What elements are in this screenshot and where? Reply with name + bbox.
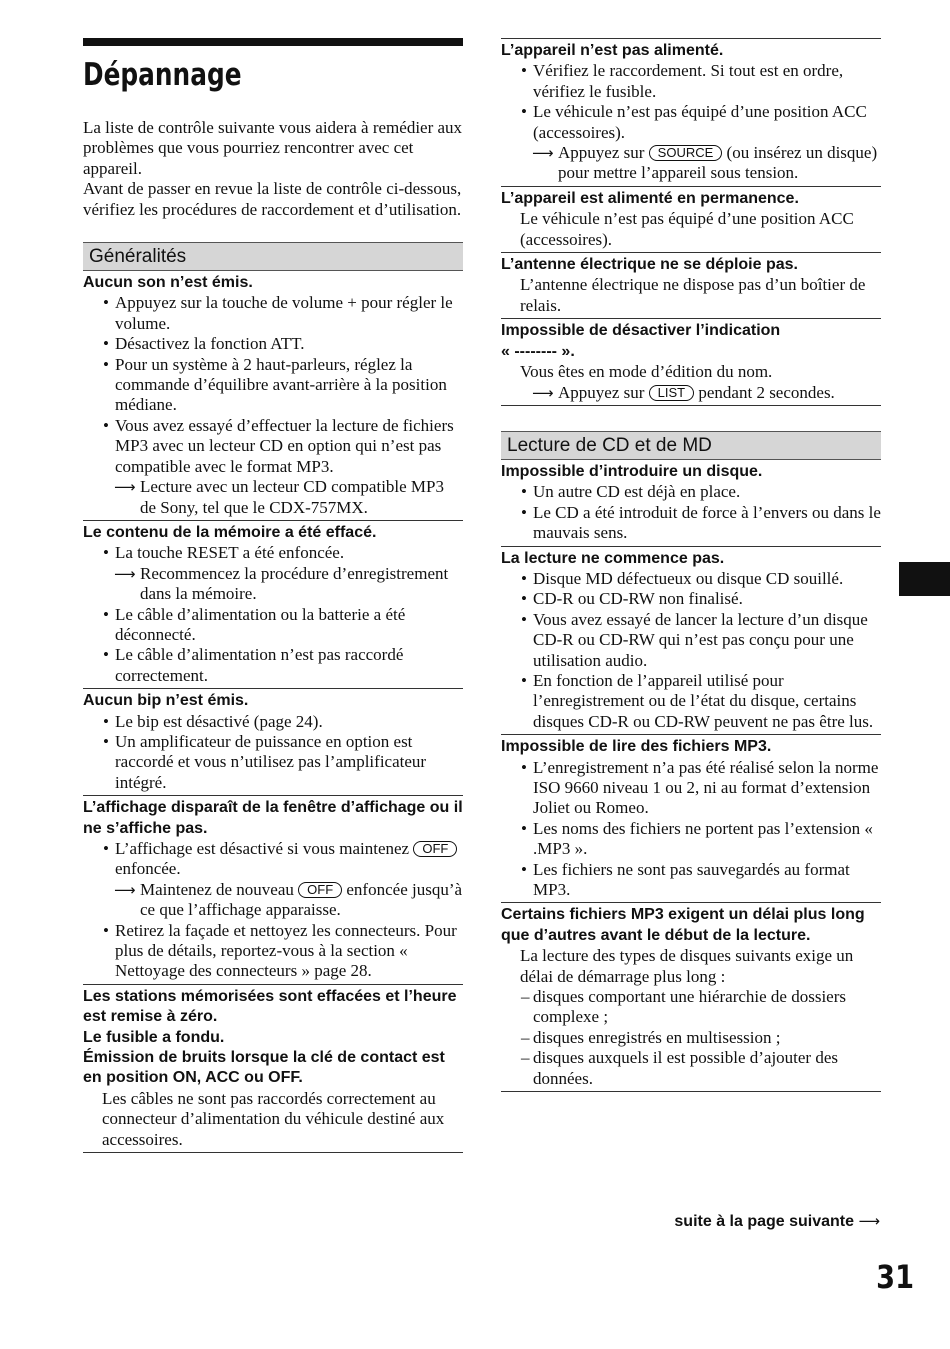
item-text: Un autre CD est déjà en place. [533, 482, 741, 502]
section-heading-lecture-cd-md: Lecture de CD et de MD [501, 431, 881, 460]
item-text: Maintenez de nouveau [140, 879, 294, 899]
troubleshooting-entry [501, 905, 881, 1092]
item-list [501, 383, 881, 403]
item-list [501, 987, 881, 1089]
item-text-cont: enfoncée jusqu’à ce que l’affichage apparaisse. [140, 879, 463, 920]
item-text: Retirez la façade et nettoyez les connecteurs. Pour plus de détails, reportez-vous à la section « Nettoyage des connecteurs » page 28. [115, 920, 457, 981]
arrow-right-icon: ⟶ [532, 383, 554, 402]
item-text: Appuyez sur [558, 382, 645, 402]
item-text: disques auxquels il est possible d’ajouter des données. [533, 1048, 839, 1088]
item-text: La touche RESET a été enfoncée. [115, 543, 345, 563]
troubleshooting-entry [501, 737, 881, 903]
problem-heading: L’antenne électrique ne se déploie pas. [501, 256, 798, 274]
item-text: Pour un système à 2 haut-parleurs, réglez la commande d’équilibre avant-arrière à la position médiane. [115, 354, 447, 415]
dash-item [501, 1028, 881, 1048]
bullet-item [501, 503, 881, 544]
problem-heading: Impossible d’introduire un disque. [501, 462, 763, 480]
troubleshooting-entry [83, 798, 463, 985]
troubleshooting-entry [83, 523, 463, 689]
dash-item [501, 1048, 881, 1089]
item-text: En fonction de l’appareil utilisé pour l’enregistrement ou de l’état du disque, certains disques CD-R ou CD-RW peuvent ne pas être lus. [533, 670, 874, 731]
continued-note [560, 1212, 880, 1231]
item-list [83, 712, 463, 794]
right-column [501, 38, 881, 1092]
bullet-item [83, 921, 463, 982]
item-list [501, 569, 881, 732]
troubleshooting-entry [501, 255, 881, 319]
bullet-item [501, 758, 881, 819]
bullet-item [501, 610, 881, 671]
left-column [83, 38, 463, 1153]
bullet-item [501, 102, 881, 143]
bullet-item [83, 839, 463, 880]
right-issue-list-a [501, 38, 881, 406]
page-title: Dépannage [83, 57, 242, 93]
bullet-item [501, 671, 881, 732]
item-text: Le bip est désactivé (page 24). [115, 711, 323, 731]
item-text: Le véhicule n’est pas équipé d’une position ACC (accessoires). [533, 102, 867, 142]
bullet-item [501, 589, 881, 609]
arrow-right-icon: ⟶ [532, 144, 554, 163]
bullet-item [83, 334, 463, 354]
remedy-item [83, 880, 463, 921]
item-text: Appuyez sur [558, 143, 645, 163]
problem-heading: Les stations mémorisées sont effacées et l’heure est remise à zéro. Le fusible a fondu. Émission de bruits lorsque la clé de contact est en position ON, ACC ou OFF. [83, 987, 457, 1087]
item-text-cont: pendant 2 secondes. [698, 382, 835, 402]
bullet-item [83, 293, 463, 334]
bullet-item [83, 605, 463, 646]
bullet-item [501, 569, 881, 589]
continued-text: suite à la page suivante [674, 1213, 855, 1230]
arrow-right-icon: ⟶ [114, 564, 136, 583]
problem-heading: Aucun son n’est émis. [83, 274, 253, 292]
arrow-right-icon: ⟶ [114, 478, 136, 497]
troubleshooting-entry [83, 691, 463, 796]
remedy-item [83, 477, 463, 518]
bullet-item [501, 860, 881, 901]
item-list [83, 293, 463, 517]
item-text: Disque MD défectueux ou disque CD souillé. [533, 568, 844, 588]
button-label-off: OFF [298, 882, 342, 898]
item-text-cont: enfoncée. [115, 859, 181, 879]
item-text: CD-R ou CD-RW non finalisé. [533, 589, 743, 609]
item-text: L’enregistrement n’a pas été réalisé selon la norme ISO 9660 niveau 1 ou 2, ni au format d’extension Joliet ou Romeo. [533, 757, 879, 818]
item-text: disques comportant une hiérarchie de dossiers complexe ; [533, 987, 846, 1027]
bullet-item [83, 543, 463, 563]
remedy-item [501, 383, 881, 403]
problem-heading: L’appareil est alimenté en permanence. [501, 189, 799, 207]
problem-heading: Impossible de lire des fichiers MP3. [501, 738, 772, 756]
item-list [83, 543, 463, 686]
item-text: Le câble d’alimentation ou la batterie a été déconnecté. [115, 604, 406, 644]
dash-item [501, 987, 881, 1028]
item-text: Vérifiez le raccordement. Si tout est en ordre, vérifiez le fusible. [533, 61, 844, 101]
left-issue-list [83, 273, 463, 1153]
page-number: 31 [876, 1258, 914, 1296]
item-text: Appuyez sur la touche de volume + pour régler le volume. [115, 293, 453, 333]
remedy-item [501, 143, 881, 184]
bullet-item [83, 712, 463, 732]
intro-paragraph-2: Avant de passer en revue la liste de contrôle ci-dessous, vérifiez les procédures de raccordement et d’utilisation. [83, 179, 462, 219]
troubleshooting-entry [501, 38, 881, 187]
item-text: disques enregistrés en multisession ; [533, 1027, 781, 1047]
remedy-item [83, 564, 463, 605]
intro-paragraph-1: La liste de contrôle suivante vous aidera à remédier aux problèmes que vous pourriez rencontrer avec cet appareil. [83, 118, 463, 178]
button-label-list: LIST [649, 385, 694, 401]
bullet-item [83, 355, 463, 416]
item-text: L’affichage est désactivé si vous maintenez [115, 839, 410, 858]
item-text: Vous avez essayé de lancer la lecture d’un disque CD-R ou CD-RW qui n’est pas conçu pour une utilisation audio. [533, 609, 868, 670]
item-text: Recommencez la procédure d’enregistrement dans la mémoire. [140, 563, 449, 604]
arrow-right-icon: ⟶ [858, 1212, 880, 1230]
right-issue-list-b [501, 462, 881, 1092]
item-text: Lecture avec un lecteur CD compatible MP3 de Sony, tel que le CDX-757MX. [140, 477, 444, 517]
arrow-right-icon: ⟶ [114, 880, 136, 899]
item-text: Désactivez la fonction ATT. [115, 334, 305, 354]
item-text-cont: (ou insérez un disque) pour mettre l’appareil sous tension. [558, 143, 878, 183]
problem-heading: Impossible de désactiver l’indication « -------- ». [501, 322, 781, 360]
section-heading-generalites: Généralités [83, 242, 463, 271]
item-text: Les noms des fichiers ne portent pas l’extension « .MP3 ». [533, 818, 873, 859]
problem-heading: La lecture ne commence pas. [501, 549, 725, 567]
item-list [83, 839, 463, 982]
explanation-text: Le véhicule n’est pas équipé d’une position ACC (accessoires). [520, 209, 854, 249]
problem-heading: Certains fichiers MP3 exigent un délai plus long que d’autres avant le début de la lecture. [501, 906, 865, 944]
bullet-item [83, 645, 463, 686]
title-rule [83, 38, 463, 46]
troubleshooting-entry [501, 321, 881, 406]
troubleshooting-entry [83, 273, 463, 521]
troubleshooting-entry [501, 189, 881, 253]
problem-heading: Aucun bip n’est émis. [83, 692, 249, 710]
item-list [501, 482, 881, 543]
problem-heading: L’affichage disparaît de la fenêtre d’affichage ou il ne s’affiche pas. [83, 799, 463, 837]
explanation-text: Les câbles ne sont pas raccordés correctement au connecteur d’alimentation du véhicule destiné aux accessoires. [102, 1088, 445, 1149]
explanation-text: La lecture des types de disques suivants exige un délai de démarrage plus long : [520, 946, 854, 986]
bullet-item [501, 482, 881, 502]
item-text: Vous avez essayé d’effectuer la lecture de fichiers MP3 avec un lecteur CD en option qui n’est pas compatible avec le format MP3. [115, 415, 454, 476]
bullet-item [83, 416, 463, 477]
troubleshooting-entry [501, 462, 881, 547]
explanation-text: Vous êtes en mode d’édition du nom. [520, 362, 773, 382]
bullet-item [83, 732, 463, 793]
troubleshooting-entry [83, 987, 463, 1153]
problem-heading: L’appareil n’est pas alimenté. [501, 42, 724, 59]
bullet-item [501, 819, 881, 860]
button-label-source: SOURCE [649, 145, 723, 161]
item-text: Le CD a été introduit de force à l’envers ou dans le mauvais sens. [533, 502, 881, 543]
item-text: Les fichiers ne sont pas sauvegardés au format MP3. [533, 859, 850, 900]
explanation-text: L’antenne électrique ne dispose pas d’un boîtier de relais. [520, 275, 866, 315]
chapter-tab-marker [899, 562, 950, 596]
item-list [501, 758, 881, 901]
item-text: Un amplificateur de puissance en option est raccordé et vous n’utilisez pas l’amplificateur intégré. [115, 731, 427, 792]
item-list [501, 61, 881, 183]
bullet-item [501, 61, 881, 102]
problem-heading: Le contenu de la mémoire a été effacé. [83, 523, 377, 541]
item-text: Le câble d’alimentation n’est pas raccordé correctement. [115, 645, 404, 685]
troubleshooting-entry [501, 549, 881, 736]
button-label-off: OFF [413, 841, 457, 857]
